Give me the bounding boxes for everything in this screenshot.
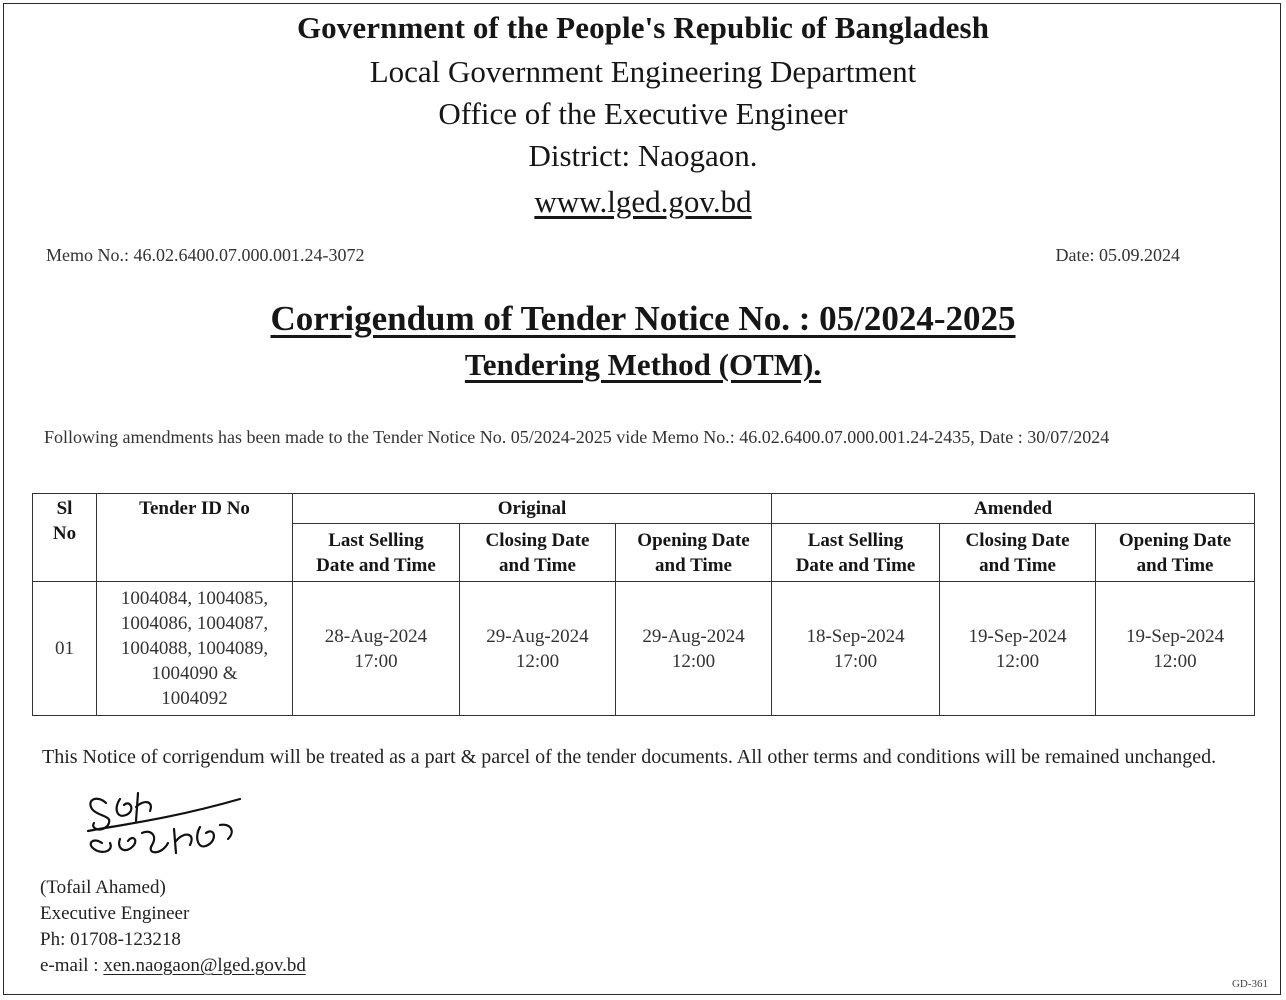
header-label: Opening Date (1118, 529, 1232, 551)
header-amended-last-selling (772, 524, 940, 582)
email-label: e-mail : (40, 955, 99, 976)
footer-paragraph: This Notice of corrigendum will be treated as a part & parcel of the tender documents. All other terms and conditions will be remained unchanged. (42, 746, 1217, 768)
cell-time: 17:00 (833, 650, 878, 672)
letterhead-department: Local Government Engineering Department (369, 54, 917, 89)
tender-id-line: 1004090 & (151, 663, 238, 684)
header-amended-closing (940, 524, 1096, 582)
letterhead-office: Office of the Executive Engineer (438, 96, 848, 131)
memo-value: 46.02.6400.07.000.001.24-3072 (133, 245, 365, 265)
header-label: and Time (655, 554, 732, 576)
tender-id-line: 1004084, 1004085, (120, 588, 269, 609)
cell-date: 18-Sep-2024 (806, 625, 905, 647)
cell-amended-closing (940, 582, 1096, 716)
memo-label: Memo No.: (46, 245, 129, 265)
header-sl-line2: No (52, 523, 77, 544)
cell-date: 19-Sep-2024 (968, 625, 1067, 647)
cell-time: 12:00 (995, 650, 1040, 672)
header-label: Last Selling (328, 529, 424, 551)
cell-time: 12:00 (671, 650, 716, 672)
signatory-block (40, 875, 306, 979)
cell-original-closing (460, 582, 616, 716)
header-tender-id: Tender ID No (97, 494, 293, 582)
date-label: Date: (1055, 245, 1095, 265)
cell-date: 19-Sep-2024 (1125, 625, 1225, 647)
header-amended-opening (1096, 524, 1255, 582)
email-link[interactable]: xen.naogaon@lged.gov.bd (103, 955, 306, 976)
signatory-name: (Tofail Ahamed) (40, 877, 166, 898)
header-original: Original (293, 494, 772, 524)
letterhead-website[interactable]: www.lged.gov.bd (534, 184, 752, 219)
signatory-designation: Executive Engineer (40, 903, 190, 924)
signature-image (80, 785, 250, 865)
cell-amended-opening (1096, 582, 1255, 716)
header-original-last-selling (293, 524, 460, 582)
cell-original-last-selling (293, 582, 460, 716)
phone-label: Ph: (40, 929, 66, 950)
phone-value: 01708-123218 (70, 929, 181, 950)
tender-id-line: 1004092 (161, 688, 228, 709)
tender-id-line: 1004086, 1004087, (120, 613, 269, 634)
header-label: Date and Time (316, 554, 436, 576)
header-label: and Time (979, 554, 1056, 576)
cell-date: 29-Aug-2024 (642, 625, 745, 647)
cell-time: 12:00 (515, 650, 560, 672)
cell-date: 29-Aug-2024 (486, 625, 589, 647)
cell-original-opening (616, 582, 772, 716)
header-label: Closing Date (485, 529, 590, 551)
header-label: and Time (1136, 554, 1214, 576)
intro-paragraph: Following amendments has been made to the Tender Notice No. 05/2024-2025 vide Memo No.: 46.02.6400.07.000.001.24-2435, Date : 30/07/2024 (44, 427, 1110, 447)
header-label: Opening Date (637, 529, 750, 551)
date-value: 05.09.2024 (1099, 245, 1180, 265)
memo-number (46, 245, 365, 266)
cell-date: 28-Aug-2024 (324, 625, 428, 647)
notice-title: Corrigendum of Tender Notice No. : 05/2024-2025 (270, 299, 1016, 338)
header-row-1 (33, 494, 1255, 524)
table-row (33, 582, 1255, 716)
form-code: GD-361 (1231, 978, 1268, 990)
memo-date (1056, 245, 1180, 266)
header-original-opening (616, 524, 772, 582)
signatory-phone (40, 927, 306, 953)
tendering-method: Tendering Method (OTM). (464, 347, 822, 382)
header-label: Last Selling (807, 529, 904, 551)
cell-time: 17:00 (354, 650, 398, 672)
header-label: and Time (499, 554, 576, 576)
cell-tender-ids (97, 582, 293, 716)
signatory-email (40, 953, 306, 979)
cell-sl: 01 (33, 582, 97, 716)
letterhead-district: District: Naogaon. (528, 138, 758, 173)
header-label: Closing Date (965, 529, 1070, 551)
header-amended: Amended (772, 494, 1255, 524)
cell-time: 12:00 (1153, 650, 1197, 672)
letterhead-government: Government of the People's Republic of Bangladesh (296, 10, 990, 45)
header-sl-line1: Sl (56, 498, 73, 519)
header-sl-no (33, 494, 97, 582)
header-label: Date and Time (795, 554, 916, 576)
header-original-closing (460, 524, 616, 582)
tender-id-line: 1004088, 1004089, (120, 638, 269, 659)
cell-amended-last-selling (772, 582, 940, 716)
amendment-table (32, 493, 1255, 716)
